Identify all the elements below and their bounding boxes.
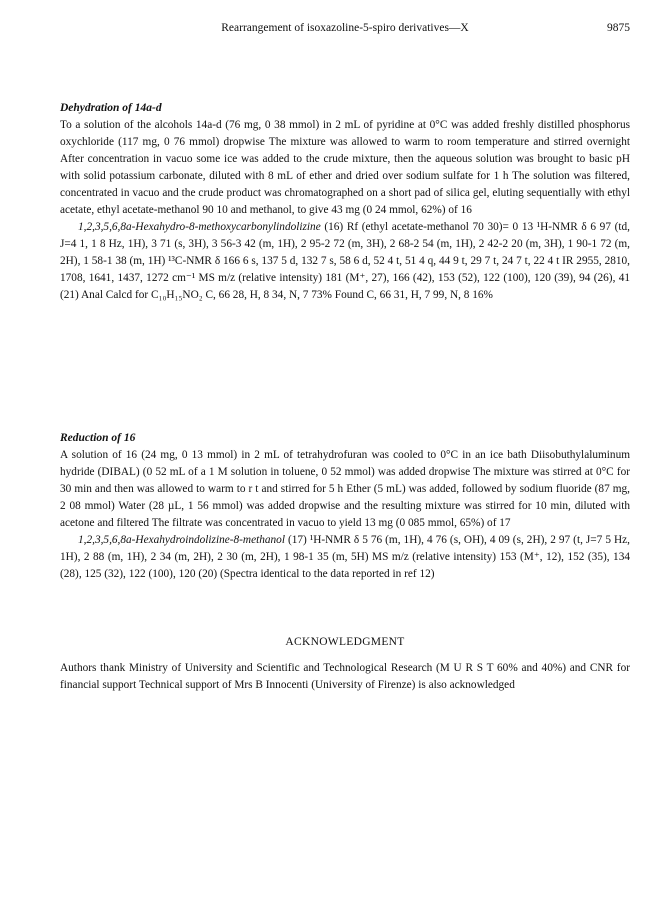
experimental-paragraph: A solution of 16 (24 mg, 0 13 mmol) in 2 mL of tetrahydrofuran was cooled to 0°C in an ice bath Diisobuthylaluminum hydride (DIBAL) (0 52 mL of a 1 M solution in toluene, 0 52 mmol) was added dropwise The mixture was stirred at 0°C for 30 min and then was allowed to warm to r t and stirred for 5 h Ether (5 mL) was added, followed by sodium fluoride (87 mg, 2 08 mmol) Water (28 µL, 1 56 mmol) was added dropwise and the resulting mixture was stirred for 10 min, diluted with acetone and filtered The filtrate was concentrated in vacuo to yield 13 mg (0 085 mmol, 65%) of 17: [60, 449, 630, 529]
compound-characterization: [60, 532, 630, 583]
compound-name: 1,2,3,5,6,8a-Hexahydro-8-methoxycarbonylindolizine: [78, 221, 321, 233]
running-title: Rearrangement of isoxazoline-5-spiro derivatives—X: [221, 22, 469, 34]
compound-name: 1,2,3,5,6,8a-Hexahydroindolizine-8-methanol: [78, 534, 285, 546]
acknowledgment-title: ACKNOWLEDGMENT: [285, 636, 405, 648]
running-header: [60, 22, 630, 40]
section-heading: Dehydration of 14a-d: [60, 102, 162, 114]
section-reduction: [60, 430, 630, 583]
characterization-data: (17) ¹H-NMR δ 5 76 (m, 1H), 4 76 (s, OH), 4 09 (s, 2H), 2 97 (t, J=7 5 Hz, 1H), 2 88 (m, 1H), 2 34 (m, 2H), 2 30 (m, 2H), 1 98-1 35 (m, 5H) MS m/z (relative intensity) 153 (M⁺, 12), 152 (35), 134 (28), 125 (32), 122 (100), 120 (20) (Spectra identical to the data reported in ref 12): [60, 534, 630, 580]
compound-characterization: [60, 219, 630, 304]
section-heading: Reduction of 16: [60, 432, 136, 444]
acknowledgment-section: [60, 660, 630, 694]
acknowledgment-text: Authors thank Ministry of University and Scientific and Technological Research (M U R S T 60% and 40%) and CNR for financial support Technical support of Mrs B Innocenti (University of Firenze) is also acknowledged: [60, 662, 630, 691]
characterization-data: (16) Rf (ethyl acetate-methanol 70 30)= 0 13 ¹H-NMR δ 6 97 (td, J=4 1, 1 8 Hz, 1H), 3 71 (s, 3H), 3 56-3 42 (m, 1H), 2 95-2 72 (m, 3H), 2 68-2 54 (m, 1H), 2 42-2 20 (m, 3H), 1 90-1 72 (m, 2H), 1 58-1 38 (m, 1H) ¹³C-NMR δ 166 6 s, 137 5 d, 132 7 s, 58 6 d, 52 4 t, 51 4 q, 44 9 t, 29 7 t, 24 7 t, 22 4 t IR 2955, 2810, 1708, 1641, 1437, 1272 cm⁻¹ MS m/z (relative intensity) 181 (M⁺, 27), 166 (42), 153 (52), 122 (100), 120 (39), 94 (26), 41 (21) Anal Calcd for C₁₀H₁₅NO₂ C, 66 28, H, 8 34, N, 7 73% Found C, 66 31, H, 7 99, N, 8 16%: [60, 221, 630, 301]
experimental-paragraph: To a solution of the alcohols 14a-d (76 mg, 0 38 mmol) in 2 mL of pyridine at 0°C was added freshly distilled phosphorus oxychloride (117 mg, 0 76 mmol) dropwise The mixture was allowed to warm to room temperature and stirred overnight After concentration in vacuo some ice was added to the crude mixture, then the aqueous solution was brought to basic pH with solid potassium carbonate, diluted with 8 mL of ether and dried over sodium sulfate for 1 h The solution was filtered, concentrated in vacuo and the crude product was chromatographed on a short pad of silica gel, eluting sequentially with ethyl acetate, ethyl acetate-methanol 90 10 and methanol, to give 43 mg (0 24 mmol, 62%) of 16: [60, 119, 630, 216]
page-number: 9875: [607, 22, 630, 34]
section-dehydration: [60, 100, 630, 304]
